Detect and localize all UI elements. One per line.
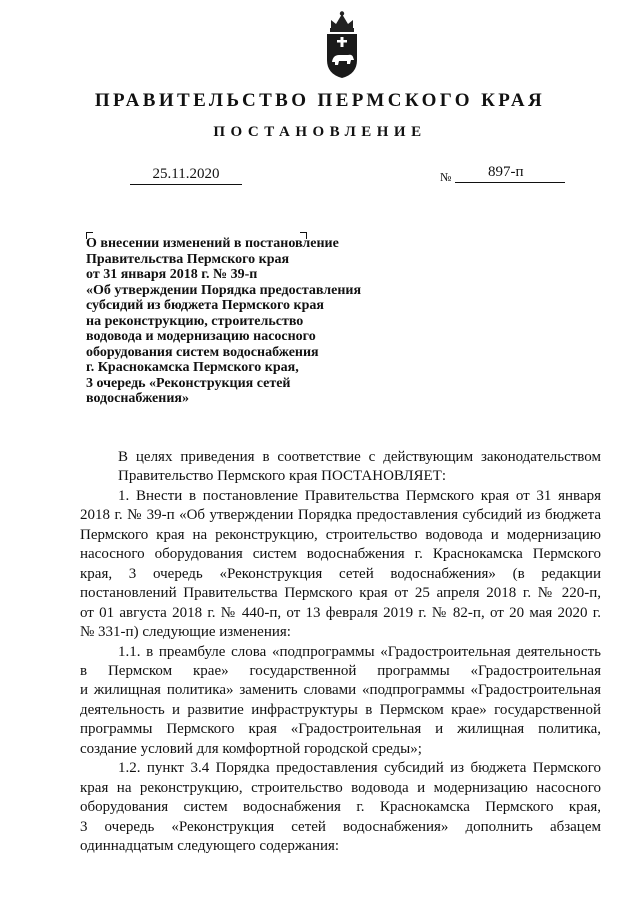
subject-line: от 31 января 2018 г. № 39-п [86,267,258,282]
body-line: деятельность и развитие инфраструктуры в Пермском крае» государственной [80,701,601,718]
body-line: от 01 августа 2018 г. № 440-п, от 13 февраля 2019 г. № 82-п, от 20 мая 2020 г. [80,604,601,621]
subject-line: Правительства Пермского края [86,251,290,267]
body-line: 2018 г. № 39-п «Об утверждении Порядка предоставления субсидий из бюджета [80,507,601,524]
body-line: в Пермском крае» государственной программы «Градостроительная [80,662,601,679]
subject-line: оборудования систем водоснабжения [86,344,319,360]
subject-line: субсидий из бюджета Пермского края [86,298,324,313]
body-line: края на реконструкцию, строительство водовода и модернизацию насосного [80,779,601,796]
organization-title: ПРАВИТЕЛЬСТВО ПЕРМСКОГО КРАЯ [94,90,546,111]
body-line: Правительство Пермского края ПОСТАНОВЛЯЕТ: [118,468,447,485]
body-line: одиннадцатым следующего содержания: [80,838,340,855]
subject-line: «Об утверждении Порядка предоставления [86,282,362,298]
body-line: № 331-п) следующие изменения: [80,624,291,641]
subject-line: О внесении изменений в постановление [86,236,339,251]
document-number: 897-п [488,164,524,180]
body-line: 1.1. в преамбуле слова «подпрограммы «Градостроительная деятельность [118,643,601,660]
coat-of-arms-icon [322,10,362,80]
subject-line: на реконструкцию, строительство [86,313,304,329]
document-type: ПОСТАНОВЛЕНИЕ [213,124,427,140]
number-underline [455,182,565,183]
body-line: Пермского края на реконструкцию, строительство водовода и модернизацию [80,526,601,543]
subject-line: водоснабжения» [86,391,189,406]
document-date: 25.11.2020 [130,166,242,185]
subject-line: 3 очередь «Реконструкция сетей [86,375,291,391]
number-sign: № [440,170,452,184]
body-line: постановлений Правительства Пермского края от 25 апреля 2018 г. № 220-п, [80,585,601,602]
body-line: оборудования систем водоснабжения г. Краснокамска Пермского края, [80,799,601,816]
body-line: программы Пермского края «Градостроительная и жилищная политика, [80,721,601,738]
document-body [80,448,601,857]
subject-line: г. Краснокамска Пермского края, [86,360,299,375]
body-line: и жилищная политика» заменить словами «подпрограммы «Градостроительная [80,682,601,699]
subject-line: водовода и модернизацию насосного [86,329,316,344]
body-line: 1.2. пункт 3.4 Порядка предоставления субсидий из бюджета Пермского [118,760,601,777]
body-line: 1. Внести в постановление Правительства Пермского края от 31 января [118,487,601,504]
body-line: 3 очередь «Реконструкция сетей водоснабжения» дополнить абзацем [80,818,601,835]
body-line: края, 3 очередь «Реконструкция сетей водоснабжения» (в редакции [80,565,601,582]
subject-block [86,236,406,407]
body-line: насосного оборудования систем водоснабжения г. Краснокамска Пермского [80,546,601,563]
body-line: В целях приведения в соответствие с действующим законодательством [118,449,601,465]
body-line: создание условий для комфортной городской среды»; [80,740,422,757]
